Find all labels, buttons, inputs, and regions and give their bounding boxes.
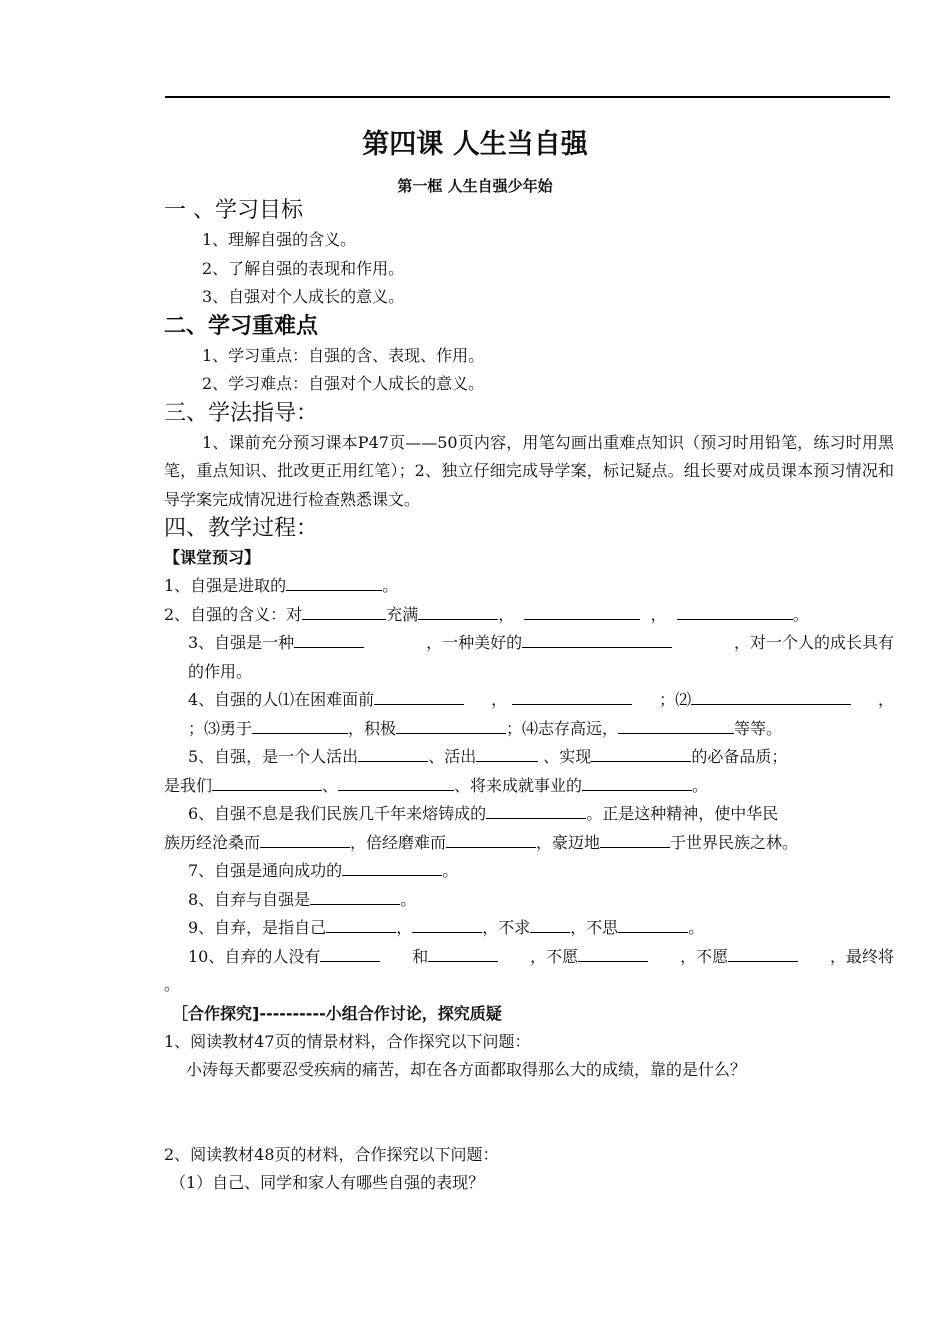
fill-blank[interactable] [342,859,442,876]
fill-blank[interactable] [578,945,648,962]
goal-item: 3、自强对个人成长的意义。 [202,287,405,306]
preview-question-4 [164,686,894,715]
fill-blank[interactable] [582,774,692,791]
cooperation-question-1-text: 小涛每天都要忍受疾病的痛苦，却在各方面都取得那么大的成绩，靠的是什么？ [186,1060,747,1079]
q2-text-a: 2、自强的含义：对 [164,604,303,624]
preview-question-10 [164,943,894,972]
q1-text-b: 。 [382,576,399,595]
q4-text-c: ；⑵ [659,690,692,709]
lesson-subtitle: 第一框 人生自强少年始 [397,177,553,195]
q4-text-g: ；⑷志存高远， [506,718,619,738]
preview-question-5 [164,743,894,772]
preview-question-9 [164,914,894,943]
fill-blank[interactable] [286,574,382,591]
fill-blank[interactable] [446,831,536,848]
fill-blank[interactable] [338,774,454,791]
fill-blank[interactable] [591,745,691,762]
q2-text-c: ， [498,604,515,624]
worksheet-body [164,196,894,1198]
q5-text-h: 。 [692,775,709,795]
q4-line-2 [164,715,894,744]
q8-text-b: 。 [400,889,417,909]
q6-text-e: ，豪迈地 [536,832,601,852]
section-process-heading: 四、教学过程： [164,516,319,541]
preview-question-8 [164,886,894,915]
q4-text-b: ， [491,690,508,709]
fill-blank[interactable] [418,603,498,620]
goal-item: 1、理解自强的含义。 [202,230,357,249]
goal-item: 2、了解自强的表现和作用。 [202,258,405,278]
q6-text-c: 族历经沧桑而 [164,832,261,852]
q4-text-f: ，积极 [348,718,397,738]
q7-text-a: 7、自强是通向成功的 [188,861,343,880]
fill-blank[interactable] [486,802,586,819]
fill-blank[interactable] [691,688,851,705]
q3-text-a: 3、自强是一种 [188,633,295,652]
method-paragraph: 1、课前充分预习课本P47页——50页内容，用笔勾画出重难点知识（预习时用铅笔，练习时用黑笔，重点知识、批改更正用红笔）；2、独立仔细完成导学案，标记疑点。组长要对成员课本预习情况和导学案完成情况进行检查熟悉课文。 [164,432,894,509]
q9-text-c: ，不求 [482,918,531,937]
q2-text-b: 充满 [386,604,419,624]
fill-blank[interactable] [260,831,350,848]
fill-blank[interactable] [374,688,464,705]
q9-text-b: ， [396,918,413,937]
fill-blank[interactable] [310,888,400,905]
q10-text-c: ，不愿 [530,946,579,966]
fill-blank[interactable] [252,717,348,734]
q5-text-f: 、 [322,775,339,795]
fill-blank[interactable] [212,774,322,791]
q9-text-a: 9、自弃，是指自己 [188,918,327,937]
q9-text-d: ，不思 [570,918,619,937]
fill-blank[interactable] [320,945,380,962]
fill-blank[interactable] [326,916,396,933]
q4-text-a: 4、自强的人⑴在困难面前 [188,690,375,709]
q2-text-e: 。 [792,604,809,624]
q5-text-g: 、将来成就事业的 [454,775,583,795]
q5-text-e: 是我们 [164,775,213,795]
q5-line-2 [164,772,894,801]
q10-text-a: 10、自弃的人没有 [188,946,321,966]
fill-blank[interactable] [618,916,688,933]
fill-blank[interactable] [302,603,386,620]
preview-tag: 【课堂预习】 [164,548,261,567]
section-goals-heading: 一 、学习目标 [164,198,303,223]
preview-question-6 [164,800,894,829]
fill-blank[interactable] [428,945,498,962]
q3-line-2: 的作用。 [188,661,253,681]
fill-blank[interactable] [524,603,640,620]
preview-question-3 [164,629,894,658]
q6-line-2 [164,829,894,858]
q3-text-b: ，一种美好的 [426,633,523,652]
q6-text-b: 。正是这种精神，使中华民 [586,804,779,823]
fill-blank[interactable] [728,945,798,962]
fill-blank[interactable] [600,831,670,848]
fill-blank[interactable] [530,916,570,933]
q6-text-f: 于世界民族之林。 [670,832,799,852]
fill-blank[interactable] [522,631,672,648]
q6-text-d: ，倍经磨难而 [350,832,447,852]
fill-blank[interactable] [618,717,734,734]
q10-text-b: 和 [412,946,429,966]
section-key-points-heading: 二、学习重难点 [164,313,319,339]
fill-blank[interactable] [677,603,793,620]
fill-blank[interactable] [476,745,538,762]
q8-text-a: 8、自弃与自强是 [188,889,311,909]
q10-text-d: ，不愿 [680,946,729,966]
q9-text-e: 。 [688,918,705,937]
q5-text-b: 、活出 [428,747,477,766]
preview-question-2 [164,601,894,630]
section-method-heading: 三、学法指导： [164,400,319,426]
cooperation-question-2-sub: （1）自己、同学和家人有哪些自强的表现？ [170,1173,485,1192]
q4-text-h: 等等。 [734,718,783,738]
preview-question-1 [164,572,894,601]
q6-text-a: 6、自强不息是我们民族几千年来熔铸成的 [188,804,487,823]
cooperation-question-1: 1、阅读教材47页的情景材料，合作探究以下问题： [164,1031,531,1051]
cooperation-question-2: 2、阅读教材48页的材料，合作探究以下问题： [164,1144,499,1164]
q10-line-2: 。 [164,975,181,994]
q1-text-a: 1、自强是进取的 [164,576,287,595]
fill-blank[interactable] [358,745,428,762]
q4-text-e: ；⑶勇于 [188,718,253,738]
q5-text-c: 、实现 [543,747,592,766]
fill-blank[interactable] [396,717,506,734]
cooperation-tag: ［合作探究]----------小组合作讨论，探究质疑 [172,1003,502,1023]
key-point-item: 1、学习重点：自强的含、表现、作用。 [202,345,485,365]
header-rule [165,96,890,98]
fill-blank[interactable] [512,688,632,705]
lesson-title: 第四课 人生当自强 [362,129,588,160]
q5-text-a: 5、自强，是一个人活出 [188,747,359,766]
answer-space[interactable] [164,1085,894,1141]
q2-text-d: ， [650,604,667,624]
fill-blank[interactable] [412,916,482,933]
q4-text-d: ， [877,690,894,709]
q5-text-d: 的必备品质； [691,747,788,766]
preview-question-7 [164,857,894,886]
key-point-item: 2、学习难点：自强对个人成长的意义。 [202,374,485,393]
q3-text-c: ，对一个人的成长具有 [733,633,894,652]
fill-blank[interactable] [294,631,364,648]
q10-text-e: ，最终将 [829,946,894,966]
q7-text-b: 。 [442,861,459,880]
